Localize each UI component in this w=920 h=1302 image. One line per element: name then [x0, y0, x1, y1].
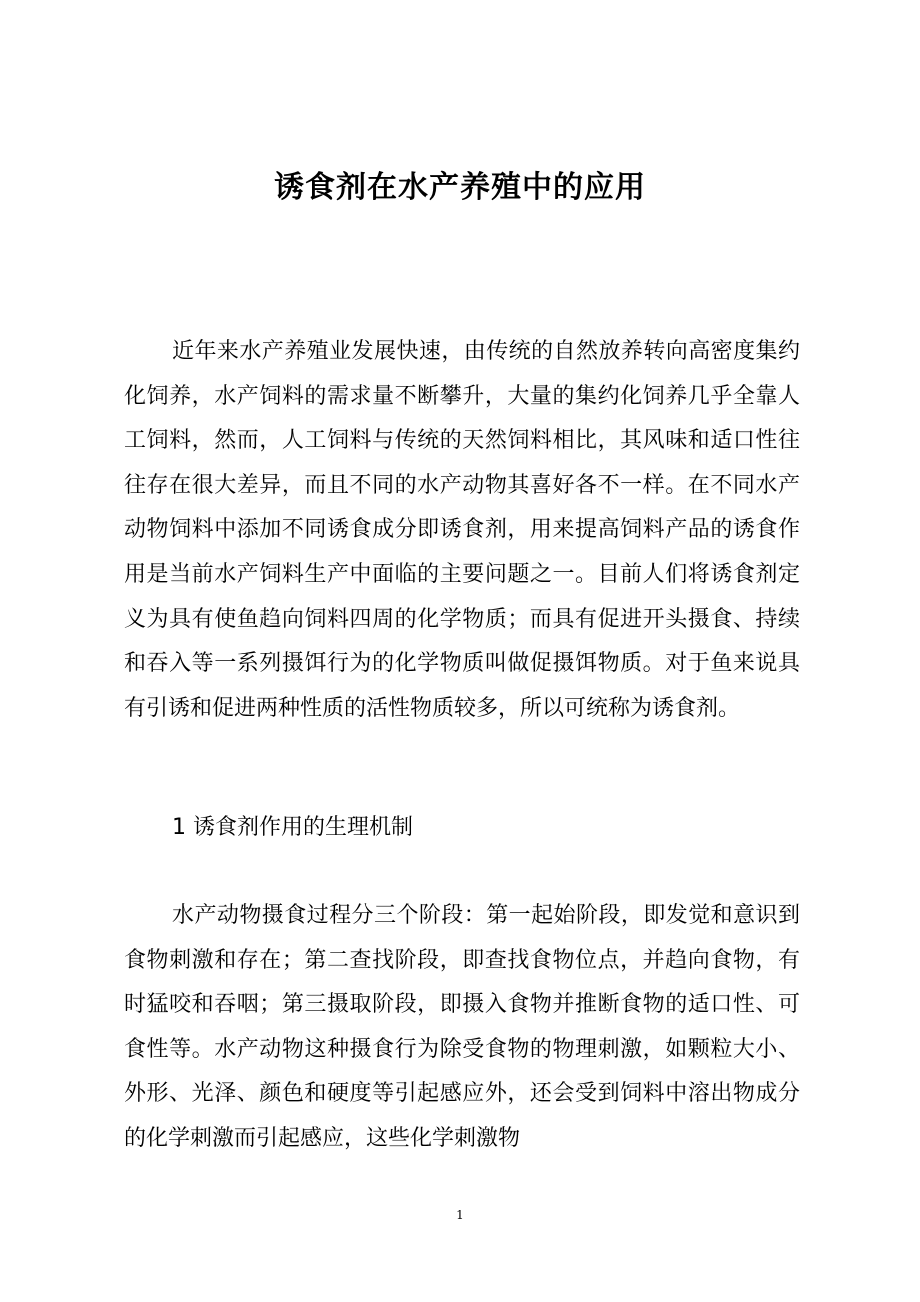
body-paragraph: 水产动物摄食过程分三个阶段：第一起始阶段，即发觉和意识到食物刺激和存在；第二查找阶段，即查找食物位点，并趋向食物，有时猛咬和吞咽；第三摄取阶段，即摄入食物并推断食物的适口性、可食性等。水产动物这种摄食行为除受食物的物理刺激，如颗粒大小、外形、光泽、颜色和硬度等引起感应外，还会受到饲料中溶出物成分的化学刺激而引起感应，这些化学刺激物	[124, 903, 800, 1151]
document-title: 诱食剂在水产养殖中的应用	[274, 170, 646, 205]
page-number: 1	[456, 1208, 464, 1222]
section-heading: 1 诱食剂作用的生理机制	[172, 815, 413, 840]
intro-paragraph: 近年来水产养殖业发展快速，由传统的自然放养转向高密度集约化饲养，水产饲料的需求量不断攀升，大量的集约化饲养几乎全靠人工饲料，然而，人工饲料与传统的天然饲料相比，其风味和适口性往往存在很大差异，而且不同的水产动物其喜好各不一样。在不同水产动物饲料中添加不同诱食成分即诱食剂，用来提高饲料产品的诱食作用是当前水产饲料生产中面临的主要问题之一。目前人们将诱食剂定义为具有使鱼趋向饲料四周的化学物质；而具有促进开头摄食、持续和吞入等一系列摄饵行为的化学物质叫做促摄饵物质。对于鱼来说具有引诱和促进两种性质的活性物质较多，所以可统称为诱食剂。	[124, 339, 800, 721]
